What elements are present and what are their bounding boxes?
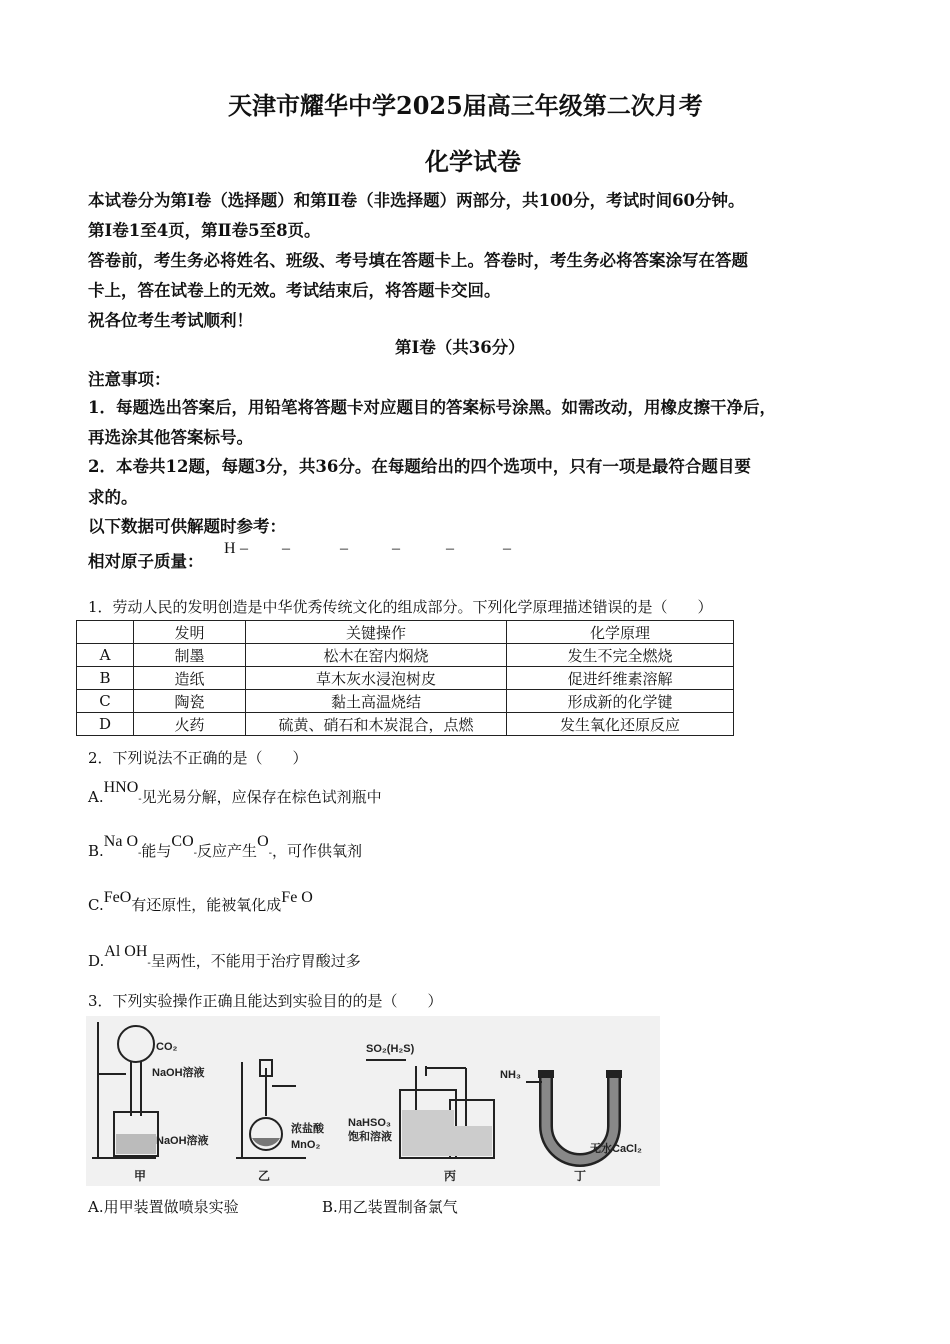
table-cell: 黏土高温烧结 (246, 690, 507, 713)
naoh-top-label: NaOH溶液 (152, 1067, 205, 1079)
option-text: 有还原性，能被氧化成 (131, 896, 282, 914)
notice-2b: 求的。 (88, 488, 138, 507)
cacl2-label: 无水CaCl₂ (590, 1143, 642, 1155)
label-bing: 丙 (444, 1169, 457, 1183)
table-cell: B (77, 667, 134, 690)
atomic-dash: – (240, 540, 248, 557)
formula: CO (171, 833, 194, 850)
intro-line-5: 祝各位考生考试顺利！ (88, 311, 253, 330)
table-cell: A (77, 644, 134, 667)
notice-2a: 2．本卷共12题，每题3分，共36分。在每题给出的四个选项中，只有一项是最符合题目要 (88, 457, 751, 476)
formula: Na O (103, 833, 139, 850)
table-header-cell (77, 621, 134, 644)
q1-stem: 1．劳动人民的发明创造是中华优秀传统文化的组成部分。下列化学原理描述错误的是（ ） (88, 598, 713, 616)
table-cell: 松木在窑内焖烧 (246, 644, 507, 667)
exam-title: 天津市耀华中学2025届高三年级第二次月考 (228, 91, 703, 120)
q3-apparatus-figure (86, 1016, 660, 1186)
table-row (77, 713, 734, 736)
atomic-dash: – (340, 540, 348, 557)
q2-option-d: D.Al OH-呈两性，不能用于治疗胃酸过多 (88, 943, 361, 970)
co2-label: CO₂ (156, 1041, 178, 1053)
table-row (77, 690, 734, 713)
table-row (77, 644, 734, 667)
q2-option-a: A.HNO-见光易分解，应保存在棕色试剂瓶中 (88, 779, 382, 806)
q1-table (76, 620, 734, 736)
so2-label: SO₂(H₂S) (366, 1043, 415, 1055)
table-cell: 促进纤维素溶解 (507, 667, 734, 690)
atomic-mass-label: 相对原子质量： (88, 552, 204, 571)
nahso3-label: NaHSO₃ (348, 1117, 391, 1129)
saturated-label: 饱和溶液 (348, 1131, 392, 1143)
table-cell: 发生不完全燃烧 (507, 644, 734, 667)
option-letter: C. (88, 896, 104, 914)
q2-option-c (88, 889, 313, 915)
naoh-bottom-label: NaOH溶液 (156, 1135, 209, 1147)
formula: O (257, 833, 269, 850)
option-text: ，可作供氧剂 (272, 842, 363, 860)
intro-line-4: 卡上，答在试卷上的无效。考试结束后，将答题卡交回。 (88, 281, 501, 300)
notice-label: 注意事项： (88, 370, 171, 389)
label-yi: 乙 (258, 1169, 271, 1183)
atomic-dash: – (446, 540, 454, 557)
table-header-row (77, 621, 734, 644)
formula: Fe O (281, 889, 313, 906)
atomic-h: H (224, 540, 236, 557)
table-cell: 草木灰水浸泡树皮 (246, 667, 507, 690)
q2-stem: 2．下列说法不正确的是（ ） (88, 749, 308, 767)
table-cell: 硫黄、硝石和木炭混合，点燃 (246, 713, 507, 736)
atomic-dash: – (282, 540, 290, 557)
notice-1b: 再选涂其他答案标号。 (88, 428, 253, 447)
q3-stem: 3．下列实验操作正确且能达到实验目的的是（ ） (88, 992, 443, 1010)
formula: HNO (103, 779, 139, 796)
table-cell: 制墨 (134, 644, 246, 667)
intro-line-3: 答卷前，考生务必将姓名、班级、考号填在答题卡上。答卷时，考生务必将答案涂写在答题 (88, 251, 748, 270)
nh3-label: NH₃ (500, 1069, 521, 1081)
data-note: 以下数据可供解题时参考： (88, 517, 286, 536)
option-letter: A. (88, 788, 104, 806)
formula: Al OH (104, 943, 148, 960)
formula: FeO (103, 889, 132, 906)
table-cell: D (77, 713, 134, 736)
table-header-cell: 关键操作 (246, 621, 507, 644)
label-ding: 丁 (574, 1169, 587, 1183)
option-letter: D. (88, 952, 105, 970)
option-text: 反应产生 (197, 842, 258, 860)
table-cell: 陶瓷 (134, 690, 246, 713)
table-row (77, 667, 734, 690)
hcl-label: 浓盐酸 (291, 1123, 324, 1135)
mno2-label: MnO₂ (291, 1139, 321, 1151)
table-cell: 形成新的化学键 (507, 690, 734, 713)
option-text: 呈两性，不能用于治疗胃酸过多 (150, 952, 361, 970)
table-cell: 火药 (134, 713, 246, 736)
notice-1a: 1．每题选出答案后，用铅笔将答题卡对应题目的答案标号涂黑。如需改动，用橡皮擦干净后， (88, 398, 776, 417)
option-text: 见光易分解，应保存在棕色试剂瓶中 (141, 788, 382, 806)
option-letter: B. (88, 842, 104, 860)
section-heading: 第Ⅰ卷（共36分） (395, 338, 525, 357)
atomic-dash: – (503, 540, 511, 557)
atomic-dash: – (392, 540, 400, 557)
subject-title: 化学试卷 (425, 147, 521, 176)
q3-option-b: B.用乙装置制备氯气 (322, 1198, 458, 1216)
option-text: 能与 (141, 842, 172, 860)
table-header-cell: 化学原理 (507, 621, 734, 644)
q2-option-b: B.Na O-能与CO-反应产生O-，可作供氧剂 (88, 833, 363, 860)
table-cell: 发生氧化还原反应 (507, 713, 734, 736)
q3-option-a: A.用甲装置做喷泉实验 (88, 1198, 239, 1216)
table-cell: 造纸 (134, 667, 246, 690)
intro-line-2: 第Ⅰ卷1至4页，第Ⅱ卷5至8页。 (88, 221, 321, 240)
table-cell: C (77, 690, 134, 713)
table-header-cell: 发明 (134, 621, 246, 644)
intro-line-1: 本试卷分为第Ⅰ卷（选择题）和第Ⅱ卷（非选择题）两部分，共100分，考试时间60分钟。 (88, 191, 745, 210)
label-jia: 甲 (134, 1169, 147, 1183)
